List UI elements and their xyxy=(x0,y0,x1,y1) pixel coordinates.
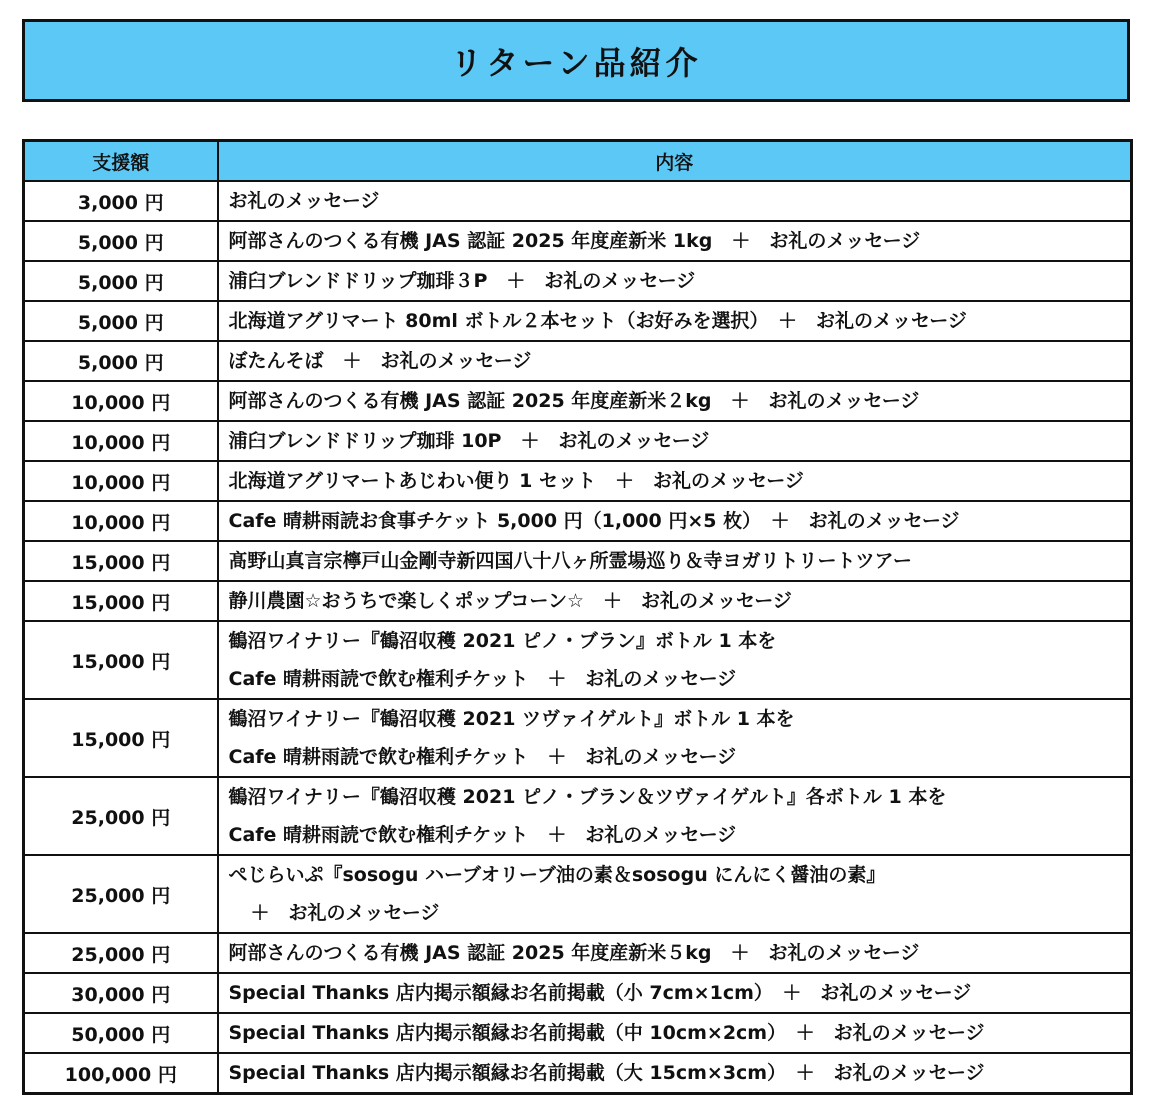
content-cell xyxy=(218,181,1132,221)
amount-cell: 5,000 円 xyxy=(24,221,218,261)
content-cell xyxy=(218,221,1132,261)
content-line: ぺじらいぷ『sosogu ハーブオリーブ油の素＆sosogu にんにく醤油の素』 xyxy=(228,864,886,886)
content-line: Special Thanks 店内掲示額縁お名前掲載（中 10cm×2cm） ＋ お礼のメッセージ xyxy=(228,1022,985,1044)
amount-cell: 10,000 円 xyxy=(24,501,218,541)
table-row xyxy=(24,777,1132,855)
amount-cell: 3,000 円 xyxy=(24,181,218,221)
table-row xyxy=(24,301,1132,341)
content-line: Cafe 晴耕雨読で飲む権利チケット ＋ お礼のメッセージ xyxy=(228,668,737,690)
content-cell xyxy=(218,501,1132,541)
content-cell xyxy=(218,973,1132,1013)
content-cell xyxy=(218,699,1132,777)
content-cell xyxy=(218,777,1132,855)
amount-cell: 15,000 円 xyxy=(24,699,218,777)
table-row xyxy=(24,541,1132,581)
table-row xyxy=(24,621,1132,699)
content-cell xyxy=(218,381,1132,421)
table-header-row xyxy=(24,141,1132,182)
table-row xyxy=(24,933,1132,973)
amount-cell: 10,000 円 xyxy=(24,461,218,501)
content-line: 阿部さんのつくる有機 JAS 認証 2025 年度産新米２kg ＋ お礼のメッセージ xyxy=(228,390,920,412)
returns-table-container xyxy=(22,139,1130,1095)
content-line: Special Thanks 店内掲示額縁お名前掲載（大 15cm×3cm） ＋ お礼のメッセージ xyxy=(228,1062,985,1084)
table-row xyxy=(24,381,1132,421)
table-row xyxy=(24,261,1132,301)
content-cell xyxy=(218,1013,1132,1053)
returns-table xyxy=(22,139,1133,1095)
content-line: 静川農園☆おうちで楽しくポップコーン☆ ＋ お礼のメッセージ xyxy=(228,590,792,612)
table-row xyxy=(24,221,1132,261)
content-cell xyxy=(218,341,1132,381)
amount-cell: 25,000 円 xyxy=(24,933,218,973)
table-row xyxy=(24,501,1132,541)
content-line: 北海道アグリマートあじわい便り 1 セット ＋ お礼のメッセージ xyxy=(228,470,804,492)
content-cell xyxy=(218,933,1132,973)
table-row xyxy=(24,699,1132,777)
header-amount: 支援額 xyxy=(24,141,218,182)
content-line: 北海道アグリマート 80ml ボトル２本セット（お好みを選択） ＋ お礼のメッセージ xyxy=(228,310,967,332)
amount-cell: 15,000 円 xyxy=(24,541,218,581)
amount-cell: 25,000 円 xyxy=(24,855,218,933)
content-cell xyxy=(218,855,1132,933)
table-row xyxy=(24,421,1132,461)
table-row xyxy=(24,973,1132,1013)
amount-cell: 10,000 円 xyxy=(24,381,218,421)
table-row xyxy=(24,1013,1132,1053)
content-line: 阿部さんのつくる有機 JAS 認証 2025 年度産新米５kg ＋ お礼のメッセージ xyxy=(228,942,920,964)
content-line: Cafe 晴耕雨読で飲む権利チケット ＋ お礼のメッセージ xyxy=(228,824,737,846)
table-row xyxy=(24,855,1132,933)
content-cell xyxy=(218,1053,1132,1094)
content-line: ぼたんそば ＋ お礼のメッセージ xyxy=(228,350,532,372)
header-content: 内容 xyxy=(218,141,1132,182)
amount-cell: 10,000 円 xyxy=(24,421,218,461)
content-cell xyxy=(218,461,1132,501)
content-line: 鶴沼ワイナリー『鶴沼収穫 2021 ピノ・ブラン＆ツヴァイゲルト』各ボトル 1 本を xyxy=(228,786,947,808)
content-cell xyxy=(218,581,1132,621)
amount-cell: 5,000 円 xyxy=(24,261,218,301)
amount-cell: 5,000 円 xyxy=(24,341,218,381)
content-line: 髙野山真言宗檸戸山金剛寺新四国八十八ヶ所霊場巡り＆寺ヨガリトリートツアー xyxy=(228,550,912,572)
table-row xyxy=(24,461,1132,501)
content-line: 鶴沼ワイナリー『鶴沼収穫 2021 ツヴァイゲルト』ボトル 1 本を xyxy=(228,708,795,730)
content-line: Cafe 晴耕雨読で飲む権利チケット ＋ お礼のメッセージ xyxy=(228,746,737,768)
content-line: 浦臼ブレンドドリップ珈琲３P ＋ お礼のメッセージ xyxy=(228,270,696,292)
content-line: Special Thanks 店内掲示額縁お名前掲載（小 7cm×1cm） ＋ お礼のメッセージ xyxy=(228,982,972,1004)
amount-cell: 5,000 円 xyxy=(24,301,218,341)
page-title: リターン品紹介 xyxy=(450,43,702,82)
amount-cell: 30,000 円 xyxy=(24,973,218,1013)
amount-cell: 25,000 円 xyxy=(24,777,218,855)
content-line: 阿部さんのつくる有機 JAS 認証 2025 年度産新米 1kg ＋ お礼のメッセージ xyxy=(228,230,921,252)
amount-cell: 100,000 円 xyxy=(24,1053,218,1094)
table-row xyxy=(24,341,1132,381)
content-line: ＋ お礼のメッセージ xyxy=(250,902,440,924)
content-cell xyxy=(218,301,1132,341)
table-row xyxy=(24,181,1132,221)
amount-cell: 50,000 円 xyxy=(24,1013,218,1053)
table-row xyxy=(24,581,1132,621)
page-title-banner xyxy=(22,19,1130,102)
content-line: 鶴沼ワイナリー『鶴沼収穫 2021 ピノ・ブラン』ボトル 1 本を xyxy=(228,630,777,652)
content-line: お礼のメッセージ xyxy=(228,190,380,212)
content-cell xyxy=(218,261,1132,301)
amount-cell: 15,000 円 xyxy=(24,621,218,699)
content-line: Cafe 晴耕雨読お食事チケット 5,000 円（1,000 円×5 枚） ＋ お礼のメッセージ xyxy=(228,510,960,532)
amount-cell: 15,000 円 xyxy=(24,581,218,621)
content-cell xyxy=(218,541,1132,581)
table-row xyxy=(24,1053,1132,1094)
content-line: 浦臼ブレンドドリップ珈琲 10P ＋ お礼のメッセージ xyxy=(228,430,710,452)
content-cell xyxy=(218,621,1132,699)
content-cell xyxy=(218,421,1132,461)
